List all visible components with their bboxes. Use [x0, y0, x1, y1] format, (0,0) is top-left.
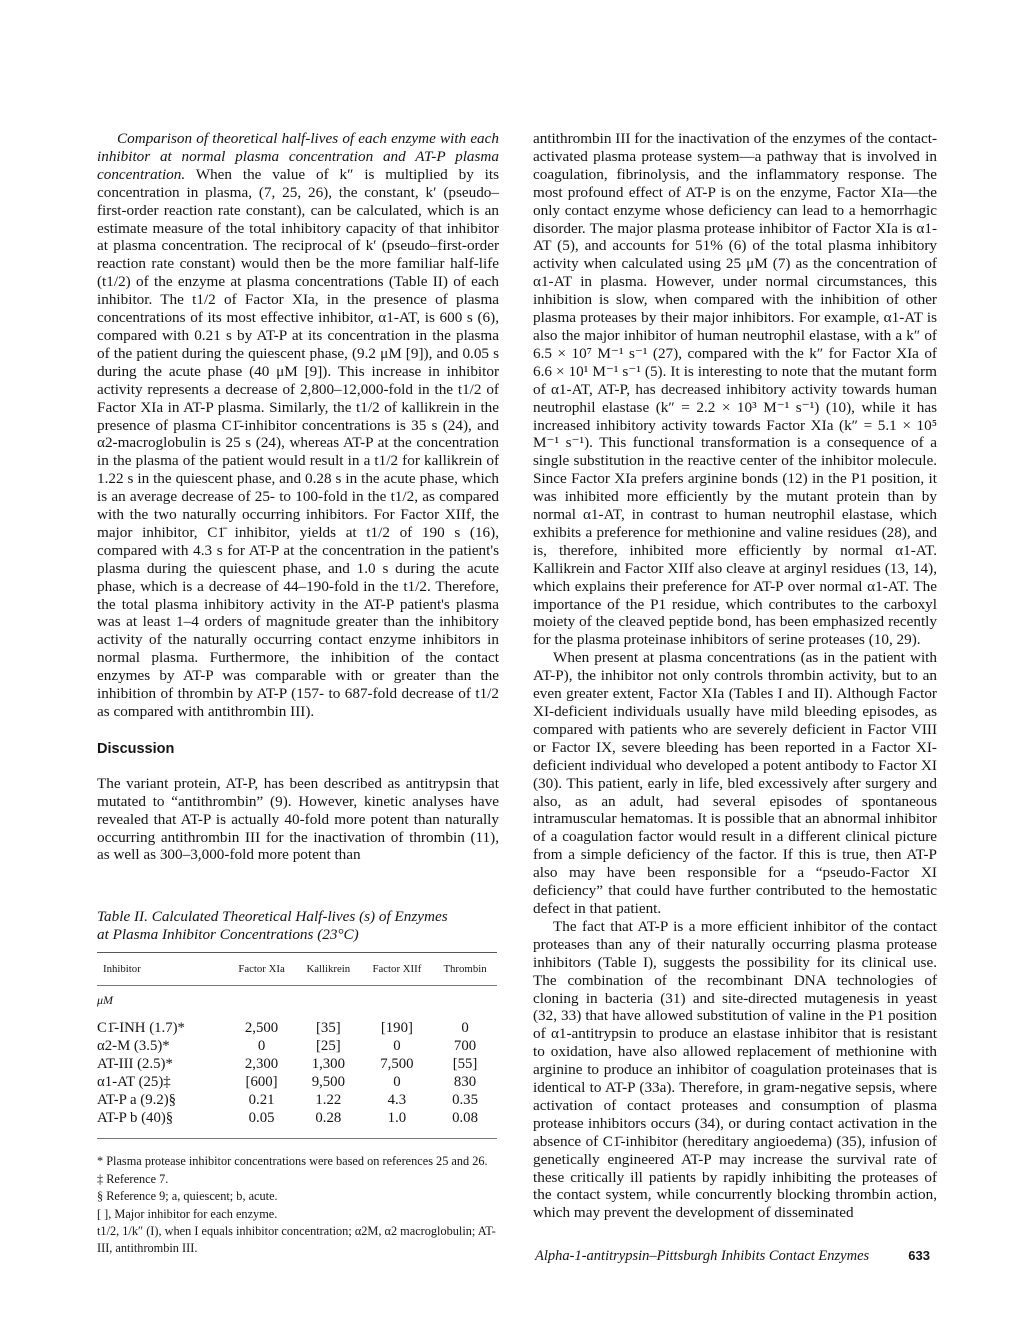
table-cell: [600] [245, 1074, 278, 1091]
running-title: Alpha-1-antitrypsin–Pittsburgh Inhibits Contact Enzymes [535, 1248, 870, 1264]
header-kallikrein: Kallikrein [306, 963, 351, 976]
table-cell: 0 [393, 1074, 401, 1091]
table-footnotes [97, 1153, 499, 1256]
table-cell: 0 [461, 1020, 469, 1037]
table-header-row [97, 953, 497, 986]
header-inhibitor: Inhibitor [103, 963, 141, 976]
table-cell: 7,500 [380, 1056, 414, 1073]
table-cell: 0 [257, 1038, 266, 1055]
table-cell: 0.05 [248, 1110, 275, 1127]
paragraph-half-lives [97, 130, 499, 721]
table-row [97, 1038, 497, 1056]
table-cell: AT-P b (40)§ [97, 1110, 174, 1127]
table-cell: AT-P a (9.2)§ [97, 1092, 177, 1109]
left-column [97, 130, 499, 1257]
table-cell: α2-M (3.5)* [97, 1038, 170, 1055]
table-row [97, 1110, 497, 1139]
footnote: § Reference 9; a, quiescent; b, acute. [97, 1189, 278, 1204]
table-caption [97, 908, 499, 944]
table-cell: 830 [453, 1074, 477, 1091]
table-row [97, 1020, 497, 1038]
table-cell: 2,500 [244, 1020, 279, 1037]
table-cell: C1̄-INH (1.7)* [97, 1020, 185, 1037]
footnote: t1/2, 1/k″ (I), when I equals inhibitor concentration; α2M, α2 macroglobulin; AT-III, antithrombin III. [97, 1224, 496, 1255]
table-caption-line-1: Table II. Calculated Theoretical Half-lives (s) of Enzymes [97, 908, 448, 926]
table-row [97, 1092, 497, 1110]
footnote: ‡ Reference 7. [97, 1171, 169, 1186]
table-cell: 0.21 [248, 1092, 275, 1109]
table-cell: 1.22 [315, 1092, 342, 1109]
half-lives-table [97, 952, 497, 1139]
right-column [533, 130, 937, 1222]
table-cell: 9,500 [311, 1074, 345, 1091]
table-cell: 1,300 [311, 1056, 345, 1073]
table-cell: [55] [452, 1056, 478, 1073]
table-cell: 2,300 [244, 1056, 279, 1073]
paragraph-clinical-use: The fact that AT-P is a more efficient inhibitor of the contact proteases than any of their naturally occurring plasma protease inhibitors (Table I), suggests the possibility for its clinical use. The combination of the recombinant DNA technologies of cloning in bacteria (31) and site-directed mutagenesis in yeast (32, 33) that have allowed substitution of valine in the P1 position of α1-antitrypsin to produce an elastase inhibitor that is resistant to oxidation, have also allowed replacement of methionine with arginine to produce an inhibitor of coagulation proteinases that is identical to AT-P (33a). Therefore, in gram-negative sepsis, where activation of contact proteases and consumption of plasma protease inhibitors occurs (34), or during contact activation in the absence of C1̄-inhibitor (hereditary angioedema) (35), infusion of genetically engineered AT-P may increase the survival rate of these critically ill patients by rapidly inhibiting the proteases of the contact system, while concurrently blocking thrombin action, which may prevent the development of disseminated [533, 917, 937, 1222]
header-factor-xia: Factor XIa [238, 963, 285, 976]
paragraph-lead: Comparison of theoretical half-lives of each enzyme with each inhibitor at normal plasma concentration and AT-P plasma concentration. [97, 130, 499, 183]
paragraph-discussion: The variant protein, AT-P, has been described as antitrypsin that mutated to “antithrombin” (9). However, kinetic analyses have revealed that AT-P is actually 40-fold more potent than naturally occurring antithrombin III for the inactivation of thrombin (11), as well as 300–3,000-fold more potent than [97, 774, 499, 864]
table-cell: [35] [316, 1020, 341, 1037]
table-cell: 700 [453, 1038, 477, 1055]
page-footer [535, 1248, 930, 1265]
table-row [97, 1074, 497, 1092]
table-cell: 0.35 [452, 1092, 478, 1109]
table-cell: 0 [393, 1038, 401, 1055]
section-heading-discussion: Discussion [97, 740, 175, 757]
page-number: 633 [908, 1248, 930, 1263]
paragraph-contact-proteases: antithrombin III for the inactivation of the enzymes of the contact-activated plasma protease system—a pathway that is involved in coagulation, fibrinolysis, and the inflammatory response. The most profound effect of AT-P is on the enzyme, Factor XIa—the only contact enzyme whose deficiency can lead to a hemorrhagic disorder. The major plasma protease inhibitor of Factor XIa is α1-AT (5), and accounts for 51% (6) of the total plasma inhibitory activity when calculated using 25 μM (7) as the concentration of α1-AT in plasma. However, under normal circumstances, this inhibition is slow, when compared with the inhibition of other plasma proteases by their major inhibitors. For example, α1-AT is also the major inhibitor of human neutrophil elastase, with a k″ of 6.5 × 10⁷ M⁻¹ s⁻¹ (27), compared with the k″ for Factor XIa of 6.6 × 10¹ M⁻¹ s⁻¹ (5). It is interesting to note that the mutant form of α1-AT, AT-P, has decreased inhibitory activity towards human neutrophil elastase (k″ = 2.2 × 10³ M⁻¹ s⁻¹) (10), while it has increased inhibitory activity towards Factor XIa (k″ = 5.1 × 10⁵ M⁻¹ s⁻¹). This functional transformation is a consequence of a single substitution in the reactive center of the inhibitor molecule. Since Factor XIa prefers arginine bonds (12) in the P1 position, it was inhibited more efficiently by the mutant protein than by normal α1-AT, in contrast to human neutrophil elastase, which exhibits a preference for methionine and valine residues (28), and is, therefore, inhibited more efficiently by normal α1-AT. Kallikrein and Factor XIIf also cleave at arginyl residues (13, 14), which explains their preference for AT-P over normal α1-AT. The importance of the P1 residue, which contributes to the carboxyl moiety of the cleaved peptide bond, has been emphasized recently for the plasma proteinase inhibitors of serine proteases (10, 29). [533, 130, 938, 649]
footnote: * Plasma protease inhibitor concentrations were based on references 25 and 26. [97, 1154, 488, 1169]
table-row [97, 1056, 497, 1074]
table-cell: AT-III (2.5)* [97, 1056, 173, 1073]
footnote: [ ], Major inhibitor for each enzyme. [97, 1206, 278, 1221]
table-cell: α1-AT (25)‡ [97, 1074, 171, 1091]
table-unit-row [97, 986, 497, 1021]
unit-label: μM [97, 993, 114, 1008]
table-cell: 0.08 [452, 1110, 478, 1127]
table-caption-line-2: at Plasma Inhibitor Concentrations (23°C) [97, 926, 359, 944]
table-cell: [190] [380, 1020, 413, 1037]
table-cell: 0.28 [315, 1110, 342, 1127]
paragraph-body: When the value of k″ is multiplied by its concentration in plasma, (7, 25, 26), the constant, k′ (pseudo–first-order reaction rate constant), can be calculated, which is an estimate measure of the total inhibitory capacity of that inhibitor at plasma concentration. The reciprocal of k′ (pseudo–first-order reaction rate constant) would then be the more familiar half-life (t1/2) of the enzyme at plasma concentrations (Table II) of each inhibitor. The t1/2 of Factor XIa, in the presence of plasma concentrations of its most effective inhibitor, α1-AT, is 600 s (6), compared with 0.21 s by AT-P at its concentration in the plasma of the patient during the quiescent phase, (9.2 μM [9]), and 0.05 s during the acute phase (40 μM [9]). This increase in inhibitor activity represents a decrease of 2,800–12,000-fold in the t1/2 of Factor XIa in AT-P plasma. Similarly, the t1/2 of kallikrein in the presence of plasma C1̄-inhibitor concentrations is 35 s (24), and α2-macroglobulin is 25 s (24), whereas AT-P at the concentration in the plasma of the patient would result in a t1/2 for kallikrein of 1.22 s in the quiescent phase, and 0.28 s in the acute phase, which is an average decrease of 25- to 100-fold in the t1/2, as compared with the two naturally occurring inhibitors. For Factor XIIf, the major inhibitor, C1̄ inhibitor, yields at t1/2 of 190 s (16), compared with 4.3 s for AT-P at the concentration in the patient's plasma during the quiescent phase, and 1.0 s during the acute phase, which is a decrease of 44–190-fold in the t1/2. Therefore, the total plasma inhibitory activity in the AT-P patient's plasma was at least 1–4 orders of magnitude greater than the inhibitory activity of the naturally occurring contact enzyme inhibitors in normal plasma. Furthermore, the inhibition of the contact enzymes by AT-P was comparable with or greater than the inhibition of thrombin by AT-P (157- to 687-fold decrease of t1/2 as compared with antithrombin III). [97, 165, 499, 720]
header-thrombin: Thrombin [443, 963, 487, 976]
table-cell: 4.3 [387, 1092, 407, 1109]
table-cell: 1.0 [387, 1110, 407, 1127]
header-factor-xiif: Factor XIIf [372, 963, 422, 976]
paragraph-factor-xi: When present at plasma concentrations (as in the patient with AT-P), the inhibitor not only controls thrombin activity, but to an even greater extent, Factor XIa (Tables I and II). Although Factor XI-deficient individuals usually have mild bleeding episodes, as compared with patients who are severely deficient in Factor VIII or Factor IX, severe bleeding has been reported in a Factor XI-deficient individual who developed a potent antibody to Factor XI (30). This patient, early in life, bled excessively after surgery and also, as an adult, had several episodes of spontaneous intramuscular hematomas. It is possible that an abnormal inhibitor of a coagulation factor would result in a different clinical picture from a simple deficiency of the factor. If this is true, then AT-P also may have been responsible for a “pseudo-Factor XI deficiency” that could have further contributed to the hemostatic defect in that patient. [533, 649, 937, 917]
table-cell: [25] [316, 1038, 341, 1055]
